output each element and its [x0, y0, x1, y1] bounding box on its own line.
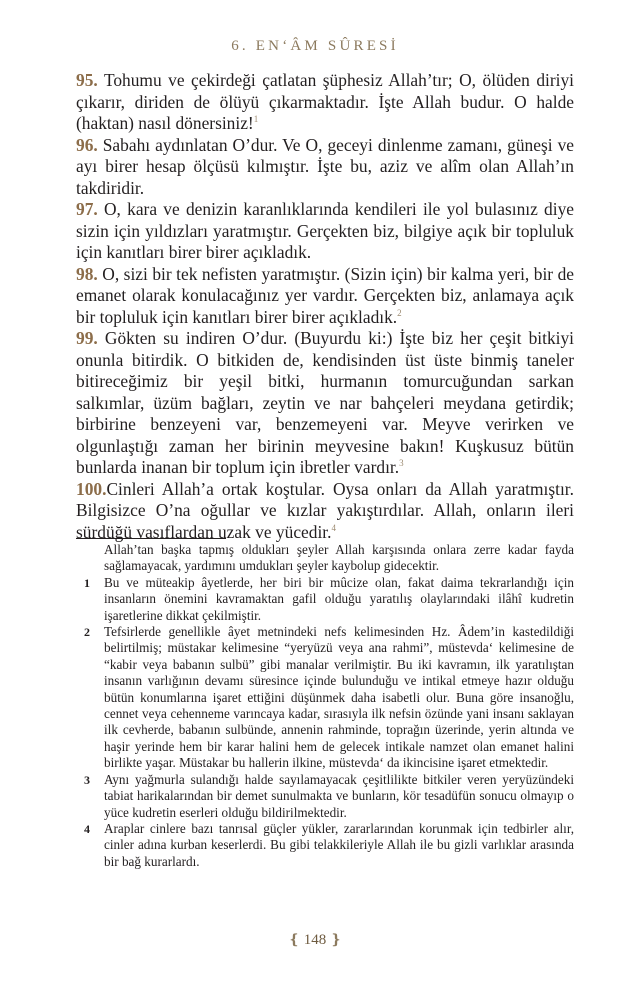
footnote-number: 1: [84, 575, 90, 590]
footnotes: [76, 542, 574, 870]
footnote-text: Aynı yağmurla sulandığı halde sayılamayacak çeşitlilikte bitkiler veren yeryüzündeki tabiat harikalarından bir demet sunulmakta ve bunların, kör tesadüfün sonucu olmayıp o yüce kudretin eserleri olduğu bildirilmektedir.: [104, 771, 574, 820]
footnote-number: 2: [84, 625, 90, 640]
footnote-3: [76, 772, 574, 821]
verse-text: O, kara ve denizin karanlıklarında kendileri ile yol bulasınız diye sizin için yıldızları yaratmıştır. Gerçekten biz, bilgiye açık bir topluluk için kanıtları birer birer açıkladık.: [76, 199, 574, 262]
verse-number: 96.: [76, 134, 98, 155]
verse-text: Tohumu ve çekirdeği çatlatan şüphesiz Allah’tır; O, ölüden diriyi çıkarır, diriden de ölüyü çıkarmaktadır. İşte Allah budur. O halde (haktan) nasıl dönersiniz!: [76, 70, 574, 133]
left-ornament-icon: ❴: [288, 933, 300, 948]
footnote-text: Araplar cinlere bazı tanrısal güçler yükler, zararlarından korunmak için tedbirler alır, cinler adına kurban keserlerdi. Bu gibi telakkileriyle Allah ile bu gizli varlıklar arasında bir bağ kurarlardı.: [104, 820, 574, 869]
page-number: 148: [303, 932, 327, 948]
verse-100: [76, 479, 574, 544]
page-footer: [0, 932, 630, 949]
verse-number: 100.: [76, 478, 107, 499]
footnote-ref[interactable]: 1: [253, 114, 259, 125]
verse-95: [76, 70, 574, 135]
footnote-continued: [76, 542, 574, 575]
footnote-2: [76, 624, 574, 772]
footnote-text: Bu ve müteakip âyetlerde, her biri bir mûcize olan, fakat daima tekrarlandığı için insanların önemini kavramaktan gafil olduğu yaratılış olaylarındaki ilâhî kudretin işaretlerine dikkat çekilmiştir.: [104, 574, 574, 623]
footnote-number: 4: [84, 821, 90, 836]
verse-text: Gökten su indiren O’dur. (Buyurdu ki:) İşte biz her çeşit bitkiyi onunla bitirdik. O bitkiden de, kendisinden üst üste binmiş taneler bitireceğimiz bir yeşil bitki, hurmanın tomurcuğundan sarkan salkımlar, üzüm bağları, zeytin ve nar bahçeleri meydana getirdik; birbirine benzeyeni var, benzemeyeni var. Meyve verirken ve olgunlaştığı zaman her birinin meyvesine bakın! Kuşkusuz bütün bunlarda inanan bir toplum için ibretler vardır.: [76, 328, 574, 477]
running-header: 6. EN‘ÂM SÛRESİ: [231, 38, 399, 54]
verse-97: [76, 199, 574, 264]
footnote-ref[interactable]: 2: [397, 307, 402, 318]
verse-text: O, sizi bir tek nefisten yaratmıştır. (Sizin için) bir kalma yeri, bir de emanet olarak konulacağınız yer vardır. Gerçekten biz, anlamaya açık bir topluluk için kanıtları birer birer açıkladık.: [76, 263, 575, 327]
footnote-divider: [76, 538, 226, 539]
verse-text: Sabahı aydınlatan O’dur. Ve O, geceyi dinlenme zamanı, güneşi ve ayı birer hesap ölçüsü kılmıştır. İşte bu, aziz ve alîm olan Allah’ın takdiridir.: [76, 134, 574, 198]
footnote-1: [76, 575, 574, 624]
verses-body: [76, 70, 574, 543]
verse-96: [76, 135, 574, 200]
verse-text: Cinleri Allah’a ortak koştular. Oysa onları da Allah yaratmıştır. Bilgisizce O’na oğullar ve kızlar yakıştırdılar. Allah, onların ileri sürdüğü vasıflardan uzak ve yücedir.: [76, 478, 574, 542]
right-ornament-icon: ❵: [330, 933, 342, 948]
verse-number: 98.: [76, 263, 98, 284]
footnote-ref[interactable]: 4: [331, 522, 336, 533]
verse-99: [76, 328, 574, 479]
footnote-text: Allah’tan başka tapmış oldukları şeyler Allah karşısında onlara zerre kadar fayda sağlamayacak, yardımını umdukları şeyler kaybolup gidecektir.: [104, 542, 574, 574]
footnote-4: [76, 821, 574, 870]
footnote-text: Tefsirlerde genellikle âyet metnindeki nefs kelimesinden Hz. Âdem’in kastedildiği belirtilmiş; müstakar kelimesine “yeryüzü veya ana rahmi”, müstevda‘ kelimesine de “kabir veya babanın sulbü” gibi manalar verilmiştir. Bu iki kavramın, ilk yaratılıştan insanın varlığının devamı süresince içinde bulunduğu ve intikal etmeye hazır olduğu bütün konumlarına işaret ettiğini düşünmek daha isabetli olur. Buna göre insanoğlu, cennet veya cehenneme varıncaya kadar, sırasıyla ilk nefsin özünde yani insanı saklayan ilk cevherde, babanın sulbünde, annenin rahminde, toprağın üzerinde, yerin altında ve haşir yerinde hem bir karar halini hem de gelecek intikale namzet olan emanet halini birlikte yaşar. Müstakar bu hallerin ilkine, müstevda‘ da ikincisine işaret etmektedir.: [104, 624, 574, 771]
footnote-ref[interactable]: 3: [399, 458, 404, 469]
verse-number: 97.: [76, 199, 98, 219]
verse-number: 99.: [76, 328, 98, 348]
verse-98: [76, 264, 574, 329]
footnote-number: 3: [84, 772, 90, 787]
verse-number: 95.: [76, 70, 98, 90]
